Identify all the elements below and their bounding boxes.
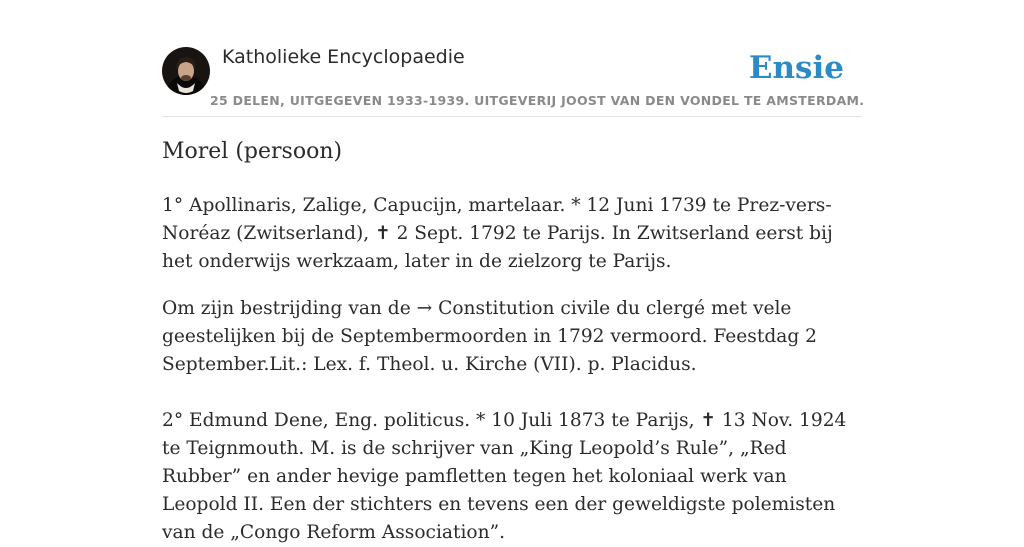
entry-paragraph: 1° Apollinaris, Zalige, Capucijn, martelaar. * 12 Juni 1739 te Prez-vers-Noréaz (Zwitserland), ✝ 2 Sept. 1792 te Parijs. In Zwitserland eerst bij het onderwijs werkzaam, later in de zielzorg te Parijs. bbox=[162, 195, 833, 272]
ensie-logo[interactable]: Ensie bbox=[748, 50, 844, 86]
entry-title: Morel (persoon) bbox=[162, 139, 343, 164]
book-title[interactable]: Katholieke Encyclopaedie bbox=[222, 46, 465, 68]
entry-paragraph: Om zijn bestrijding van de → Constitution civile du clergé met vele geestelijken bij de Septembermoorden in 1792 vermoord. Feestdag 2 September.Lit.: Lex. f. Theol. u. Kirche (VII). p. Placidus. bbox=[162, 298, 817, 375]
entry-page bbox=[162, 0, 865, 543]
book-header bbox=[162, 0, 865, 117]
book-meta: 25 DELEN, UITGEGEVEN 1933-1939. UITGEVERIJ JOOST VAN DEN VONDEL TE AMSTERDAM. bbox=[210, 93, 865, 108]
entry-paragraph: 2° Edmund Dene, Eng. politicus. * 10 Juli 1873 te Parijs, ✝ 13 Nov. 1924 te Teignmouth. M. is de schrijver van „King Leopold’s Rule”, „Red Rubber” en ander hevige pamfletten tegen het koloniaal werk van Leopold II. Een der stichters en tevens een der geweldigste polemisten van de „Congo Reform Association”. bbox=[162, 410, 847, 543]
portrait-icon[interactable] bbox=[162, 47, 210, 95]
